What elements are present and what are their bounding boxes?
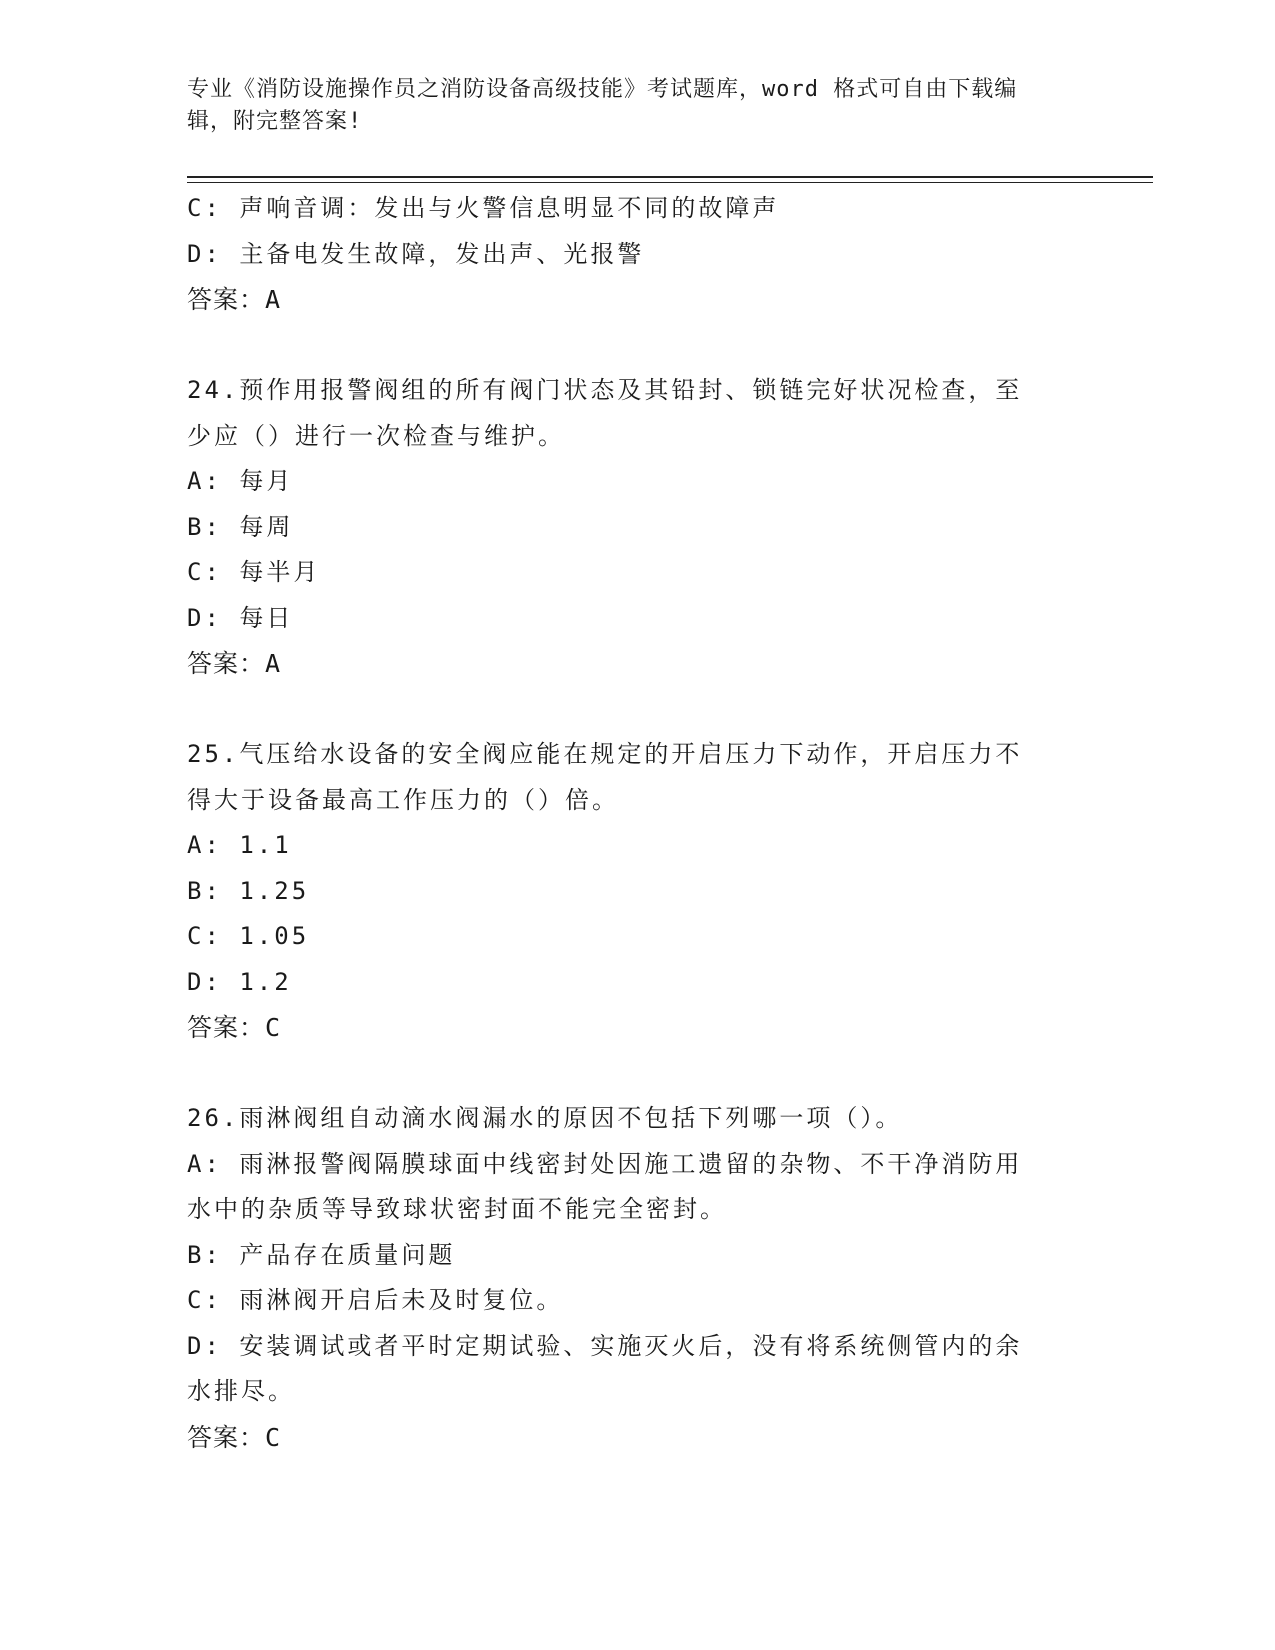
spacer bbox=[187, 687, 1087, 733]
option-a-continued: 水中的杂质等导致球状密封面不能完全密封。 bbox=[187, 1195, 727, 1223]
option-a: A: 每月 bbox=[187, 467, 294, 495]
question-stem-continued: 少应（）进行一次检查与维护。 bbox=[187, 421, 565, 450]
option-b: B: 1.25 bbox=[187, 876, 310, 905]
option-d: D: 1.2 bbox=[187, 967, 292, 996]
option-c: C: 雨淋阀开启后未及时复位。 bbox=[187, 1286, 564, 1314]
option-a: A: 雨淋报警阀隔膜球面中线密封处因施工遗留的杂物、不干净消防用 bbox=[187, 1149, 1023, 1178]
question-stem: 25.气压给水设备的安全阀应能在规定的开启压力下动作，开启压力不 bbox=[187, 740, 1023, 768]
header-line-2: 辑，附完整答案! bbox=[187, 109, 363, 134]
answer: 答案：C bbox=[187, 1013, 282, 1042]
page-header bbox=[187, 74, 1087, 138]
header-divider-thin bbox=[187, 182, 1153, 183]
header-divider-thick bbox=[187, 176, 1153, 178]
question-24 bbox=[187, 368, 1087, 687]
option-d-continued: 水排尽。 bbox=[187, 1377, 295, 1405]
question-25 bbox=[187, 732, 1087, 1051]
option-d: D: 每日 bbox=[187, 603, 294, 632]
question-26 bbox=[187, 1096, 1087, 1460]
question-stem: 24.预作用报警阀组的所有阀门状态及其铅封、锁链完好状况检查，至 bbox=[187, 376, 1023, 404]
option-b: B: 每周 bbox=[187, 512, 294, 541]
question-stem: 26.雨淋阀组自动滴水阀漏水的原因不包括下列哪一项（）。 bbox=[187, 1104, 903, 1132]
answer: 答案：A bbox=[187, 285, 282, 314]
option-c: C: 声响音调：发出与火警信息明显不同的故障声 bbox=[187, 194, 780, 222]
option-b: B: 产品存在质量问题 bbox=[187, 1240, 456, 1269]
question-content bbox=[187, 186, 1087, 1460]
option-c: C: 1.05 bbox=[187, 922, 310, 950]
spacer bbox=[187, 323, 1087, 369]
option-d: D: 主备电发生故障，发出声、光报警 bbox=[187, 239, 645, 268]
question-23-tail bbox=[187, 186, 1087, 323]
answer: 答案：A bbox=[187, 649, 282, 678]
option-d: D: 安装调试或者平时定期试验、实施灭火后，没有将系统侧管内的余 bbox=[187, 1331, 1023, 1360]
header-line-1: 专业《消防设施操作员之消防设备高级技能》考试题库，word 格式可自由下载编 bbox=[187, 77, 1018, 102]
option-c: C: 每半月 bbox=[187, 558, 321, 586]
option-a: A: 1.1 bbox=[187, 831, 292, 859]
question-stem-continued: 得大于设备最高工作压力的（）倍。 bbox=[187, 785, 619, 814]
answer: 答案：C bbox=[187, 1422, 282, 1452]
spacer bbox=[187, 1051, 1087, 1097]
